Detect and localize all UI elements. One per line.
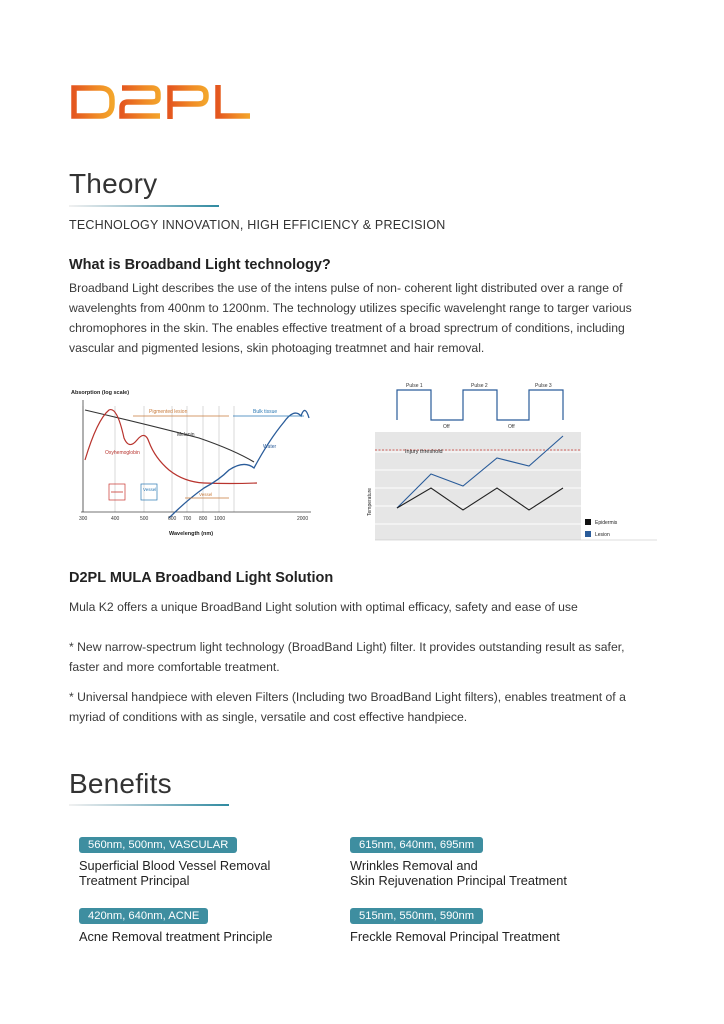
paragraph-line: vascular and pigmented lesions, skin photoaging treatmnet and hair removal. bbox=[69, 341, 485, 355]
label-vessel: Vessel bbox=[143, 487, 157, 492]
paragraph-line: faster and more comfortable treatment. bbox=[69, 660, 280, 674]
question-heading: What is Broadband Light technology? bbox=[69, 257, 331, 273]
benefit-badge: 420nm, 640nm, ACNE bbox=[79, 908, 208, 924]
benefit-line: Superficial Blood Vessel Removal bbox=[79, 858, 271, 873]
absorption-chart-svg bbox=[69, 380, 323, 540]
solution-point-1 bbox=[69, 637, 679, 677]
legend-swatch-lesion bbox=[585, 531, 591, 537]
benefit-line: Acne Removal treatment Principle bbox=[79, 929, 273, 944]
solution-point-2 bbox=[69, 687, 679, 727]
benefit-badge: 615nm, 640nm, 695nm bbox=[350, 837, 483, 853]
tick-label: 2000 bbox=[297, 516, 309, 522]
benefit-title bbox=[79, 929, 272, 944]
paragraph-line: Broadband Light describes the use of the intens pulse of non- coherent light distributed over a range of bbox=[69, 281, 623, 295]
pulse-train bbox=[397, 390, 563, 420]
legend-swatch-epidermis bbox=[585, 519, 591, 525]
benefit-title bbox=[350, 929, 560, 944]
benefit-line: Treatment Principal bbox=[79, 873, 190, 888]
paragraph-line: * New narrow-spectrum light technology (BroadBand Light) filter. It provides outstanding result as safer, bbox=[69, 640, 625, 654]
benefit-card-freckle bbox=[350, 906, 560, 944]
tick-label: 500 bbox=[140, 516, 149, 522]
tick-label: 800 bbox=[199, 516, 208, 522]
label-melanin: Melanin bbox=[177, 432, 195, 438]
benefit-line: Wrinkles Removal and bbox=[350, 858, 478, 873]
section-subtitle: TECHNOLOGY INNOVATION, HIGH EFFICIENCY & PRECISION bbox=[69, 218, 446, 232]
off-label: Off bbox=[508, 424, 515, 430]
solution-intro: Mula K2 offers a unique BroadBand Light solution with optimal efficacy, safety and ease of use bbox=[69, 600, 578, 614]
theory-paragraph bbox=[69, 278, 669, 358]
label-vessel2: Vessel bbox=[199, 492, 213, 497]
tick-label: 1000 bbox=[214, 516, 226, 522]
pulse-label: Pulse 3 bbox=[535, 383, 552, 389]
section-title-benefits: Benefits bbox=[69, 768, 172, 799]
section-title-theory: Theory bbox=[69, 168, 158, 199]
benefit-badge: 515nm, 550nm, 590nm bbox=[350, 908, 483, 924]
title-underline bbox=[69, 205, 219, 207]
label-pigmented: Pigmented lesion bbox=[149, 409, 188, 415]
brand-logo bbox=[70, 82, 252, 127]
legend-epidermis: Epidermis bbox=[595, 520, 618, 526]
benefit-card-vascular bbox=[79, 835, 270, 888]
title-underline bbox=[69, 804, 229, 806]
temperature-ylabel: Temperature bbox=[367, 487, 373, 516]
absorption-xlabel: Wavelength (nm) bbox=[169, 531, 214, 537]
solution-heading: D2PL MULA Broadband Light Solution bbox=[69, 570, 334, 586]
pulse-label: Pulse 2 bbox=[471, 383, 488, 389]
benefit-title bbox=[350, 858, 567, 888]
benefit-badge: 560nm, 500nm, VASCULAR bbox=[79, 837, 237, 853]
benefit-line: Freckle Removal Principal Treatment bbox=[350, 929, 560, 944]
tick-label: 300 bbox=[79, 516, 88, 522]
paragraph-line: * Universal handpiece with eleven Filters (Including two BroadBand Light filters), enables treatment of a bbox=[69, 690, 626, 704]
label-oxy: Oxyhemoglobin bbox=[105, 450, 140, 456]
off-label: Off bbox=[443, 424, 450, 430]
benefit-line: Skin Rejuvenation Principal Treatment bbox=[350, 873, 567, 888]
absorption-ylabel: Absorption (log scale) bbox=[71, 390, 130, 396]
tick-label: 600 bbox=[168, 516, 177, 522]
pulse-chart bbox=[365, 378, 657, 549]
pulse-label: Pulse 1 bbox=[406, 383, 423, 389]
absorption-chart bbox=[69, 380, 323, 545]
label-water: Water bbox=[263, 444, 277, 450]
d2pl-logo-graphic bbox=[70, 82, 252, 122]
paragraph-line: wavelenghts from 400nm to 1200nm. The technology utilizes specific wavelenght range to targer various bbox=[69, 301, 632, 315]
benefit-title bbox=[79, 858, 270, 888]
pulse-chart-svg bbox=[365, 378, 657, 544]
label-bulk: Bulk tissue bbox=[253, 409, 278, 415]
tick-label: 400 bbox=[111, 516, 120, 522]
injury-threshold-label: Injury threshold bbox=[405, 449, 443, 455]
paragraph-line: myriad of conditions with as single, versatile and cost effective handpiece. bbox=[69, 710, 468, 724]
benefit-card-acne bbox=[79, 906, 272, 944]
paragraph-line: chromophores in the skin. The enables effective treatment of a broad sprectrum of conditions, including bbox=[69, 321, 625, 335]
legend-lesion: Lesion bbox=[595, 532, 610, 538]
benefit-card-wrinkles bbox=[350, 835, 567, 888]
tick-label: 700 bbox=[183, 516, 192, 522]
